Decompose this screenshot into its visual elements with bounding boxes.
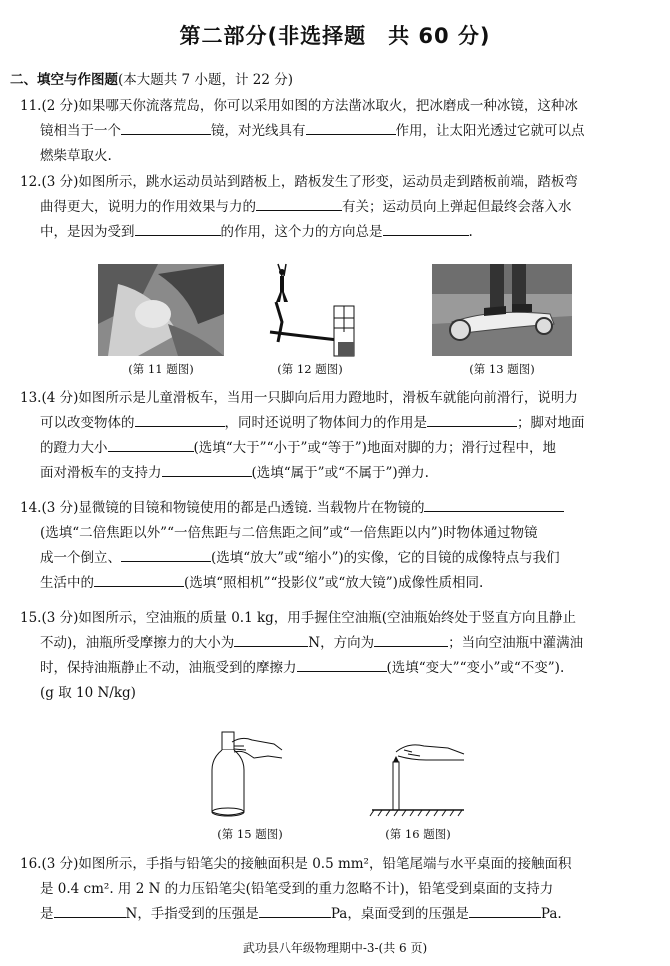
question-text: 的蹬力大小 bbox=[40, 440, 108, 456]
figure-15-caption: (第 15 题图) bbox=[217, 827, 283, 841]
question-12 bbox=[20, 170, 660, 245]
question-text: (3 分)显微镜的目镜和物镜使用的都是凸透镜. 当载物片在物镜的 bbox=[41, 500, 425, 516]
answer-blank[interactable] bbox=[108, 437, 194, 452]
question-text: 时，保持油瓶静止不动，油瓶受到的摩擦力 bbox=[40, 660, 297, 676]
question-text: . bbox=[468, 224, 473, 240]
question-16 bbox=[20, 852, 660, 927]
question-text: (4 分)如图所示是儿童滑板车，当用一只脚向后用力蹬地时，滑板车就能向前滑行，说明力 bbox=[41, 390, 578, 406]
question-text: 镜，对光线具有 bbox=[211, 123, 306, 139]
question-text: 曲得更大，说明力的作用效果与力的 bbox=[40, 199, 256, 215]
answer-blank[interactable] bbox=[297, 657, 387, 672]
question-number: 16. bbox=[20, 856, 42, 872]
answer-blank[interactable] bbox=[259, 903, 331, 918]
page-footer: 武功县八年级物理期中-3-(共 6 页) bbox=[242, 941, 428, 955]
question-text: 是 bbox=[40, 906, 54, 922]
figure-11-caption: (第 11 题图) bbox=[128, 362, 194, 376]
question-text: 中，是因为受到 bbox=[40, 224, 135, 240]
figure-16-pencil-on-desk bbox=[368, 738, 468, 820]
question-text: 镜相当于一个 bbox=[40, 123, 121, 139]
question-text: 是 0.4 cm². 用 2 N 的力压铅笔尖(铅笔受到的重力忽略不计)，铅笔受到桌面的支持力 bbox=[40, 881, 554, 897]
question-number: 13. bbox=[20, 390, 42, 406]
question-text: (2 分)如果哪天你流落荒岛，你可以采用如图的方法凿冰取火，把冰磨成一种冰镜，这种冰 bbox=[41, 98, 578, 114]
answer-blank[interactable] bbox=[383, 221, 469, 236]
question-text: 燃柴草取火. bbox=[40, 148, 112, 164]
answer-blank[interactable] bbox=[469, 903, 541, 918]
page-title: 第二部分(非选择题 共 60 分) bbox=[179, 24, 491, 48]
answer-blank[interactable] bbox=[162, 462, 252, 477]
question-text: (3 分)如图所示，空油瓶的质量 0.1 kg，用手握住空油瓶(空油瓶始终处于竖直方向且静止 bbox=[41, 610, 577, 626]
question-text: (3 分)如图所示，跳水运动员站到踏板上，踏板发生了形变，运动员走到踏板前端，踏板弯 bbox=[41, 174, 578, 190]
answer-blank[interactable] bbox=[306, 120, 396, 135]
question-text: ；脚对地面 bbox=[517, 415, 585, 431]
section-title: 二、填空与作图题 bbox=[10, 72, 118, 88]
answer-blank[interactable] bbox=[424, 497, 564, 512]
answer-blank[interactable] bbox=[234, 632, 308, 647]
question-number: 15. bbox=[20, 610, 42, 626]
question-14 bbox=[20, 496, 660, 596]
figure-15-bottle-in-hand bbox=[208, 728, 288, 820]
question-text: (3 分)如图所示，手指与铅笔尖的接触面积是 0.5 mm²，铅笔尾端与水平桌面的接触面积 bbox=[41, 856, 572, 872]
answer-blank[interactable] bbox=[121, 547, 211, 562]
question-text: 成一个倒立、 bbox=[40, 550, 121, 566]
answer-blank[interactable] bbox=[135, 221, 221, 236]
question-text: 不动)，油瓶所受摩擦力的大小为 bbox=[40, 635, 235, 651]
question-text: 有关；运动员向上弹起但最终会落入水 bbox=[342, 199, 572, 215]
question-text: 的作用，这个力的方向总是 bbox=[220, 224, 383, 240]
question-13 bbox=[20, 386, 660, 486]
figure-12-caption: (第 12 题图) bbox=[277, 362, 343, 376]
question-text: 生活中的 bbox=[40, 575, 94, 591]
question-text: (选填“大于”“小于”或“等于”)地面对脚的力；滑行过程中，地 bbox=[193, 440, 556, 456]
question-text: (选填“属于”或“不属于”)弹力. bbox=[251, 465, 429, 481]
question-15 bbox=[20, 606, 660, 706]
question-11 bbox=[20, 94, 660, 169]
question-text: (选填“二倍焦距以外”“一倍焦距与二倍焦距之间”或“一倍焦距以内”)时物体通过物镜 bbox=[40, 525, 538, 541]
question-number: 14. bbox=[20, 500, 42, 516]
answer-blank[interactable] bbox=[54, 903, 126, 918]
answer-blank[interactable] bbox=[121, 120, 211, 135]
question-text: Pa. bbox=[540, 906, 562, 922]
question-text: 面对滑板车的支持力 bbox=[40, 465, 162, 481]
answer-blank[interactable] bbox=[374, 632, 448, 647]
question-text: (g 取 10 N/kg) bbox=[40, 685, 136, 701]
answer-blank[interactable] bbox=[135, 412, 225, 427]
question-text: N，手指受到的压强是 bbox=[125, 906, 259, 922]
question-number: 12. bbox=[20, 174, 42, 190]
question-text: ，同时还说明了物体间力的作用是 bbox=[224, 415, 427, 431]
section-heading bbox=[10, 68, 293, 88]
answer-blank[interactable] bbox=[427, 412, 517, 427]
question-text: (选填“变大”“变小”或“不变”). bbox=[386, 660, 565, 676]
question-text: N，方向为 bbox=[308, 635, 375, 651]
figure-11-photo bbox=[98, 264, 224, 356]
figure-13-caption: (第 13 题图) bbox=[469, 362, 535, 376]
question-text: (选填“照相机”“投影仪”或“放大镜”)成像性质相同. bbox=[184, 575, 484, 591]
question-number: 11. bbox=[20, 98, 42, 114]
figure-16-caption: (第 16 题图) bbox=[385, 827, 451, 841]
section-note: (本大题共 7 小题，计 22 分) bbox=[118, 72, 293, 88]
figure-13-scooter-photo bbox=[432, 264, 572, 356]
answer-blank[interactable] bbox=[256, 196, 342, 211]
answer-blank[interactable] bbox=[94, 572, 184, 587]
figure-12-diving-board bbox=[262, 262, 358, 358]
question-text: ；当向空油瓶中灌满油 bbox=[448, 635, 584, 651]
question-text: 可以改变物体的 bbox=[40, 415, 135, 431]
question-text: 作用，让太阳光透过它就可以点 bbox=[395, 123, 585, 139]
question-text: Pa，桌面受到的压强是 bbox=[330, 906, 469, 922]
question-text: (选填“放大”或“缩小”)的实像，它的目镜的成像特点与我们 bbox=[211, 550, 560, 566]
